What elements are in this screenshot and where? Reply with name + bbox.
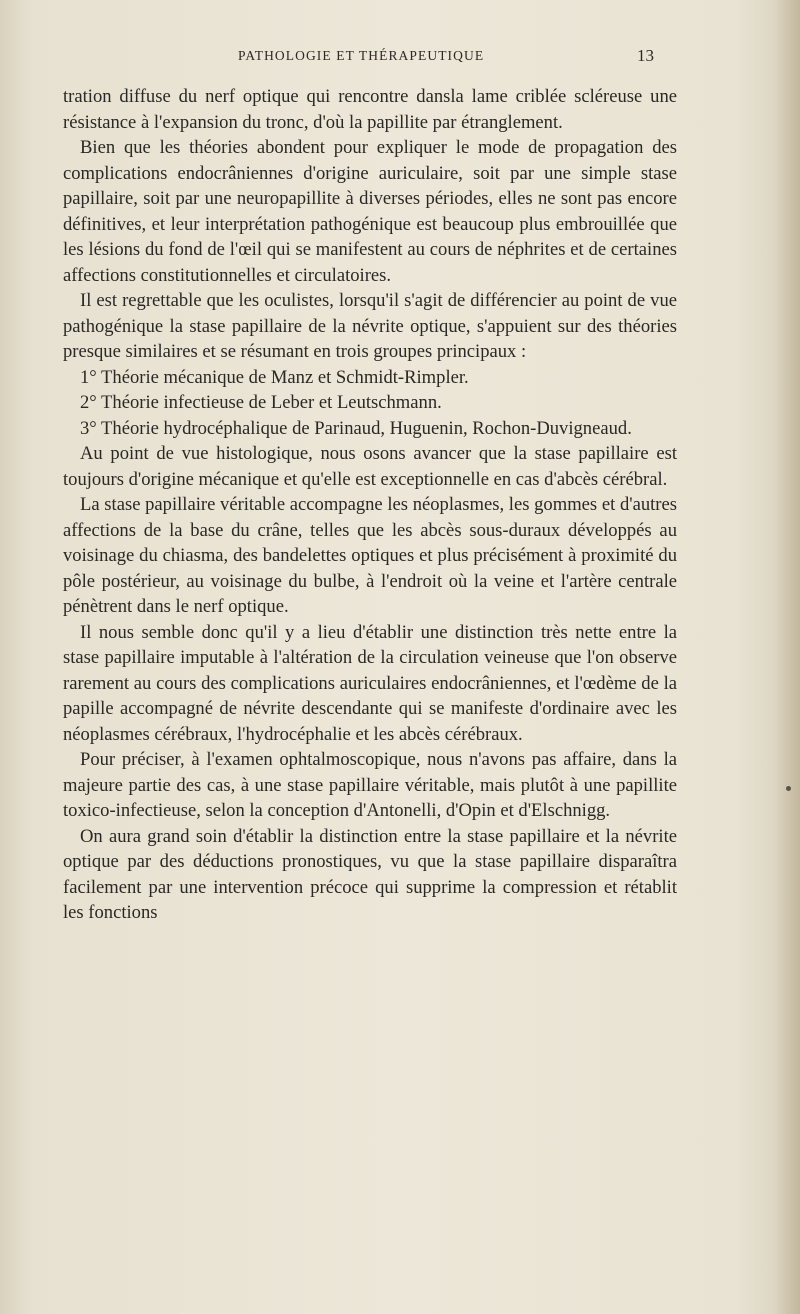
page-edge-shadow — [774, 0, 800, 1314]
ink-speck — [786, 786, 791, 791]
paragraph-distinction: Il nous semble donc qu'il y a lieu d'établir une distinction très nette entre la stase papillaire imputable à l'altération de la circulation veineuse que l'on observe rarement au cours des complications auriculaires endocrâniennes, et l'œdème de la papille accompagné de névrite descendante qui se manifeste d'ordinaire avec les néoplasmes cérébraux, l'hydrocéphalie et les abcès cérébraux. — [63, 621, 677, 745]
paragraph-continuation: tration diffuse du nerf optique qui rencontre dansla lame criblée scléreuse une résistance à l'expansion du tronc, d'où la papillite par étranglement. — [63, 86, 677, 133]
paragraph-theories: Bien que les théories abondent pour expliquer le mode de propagation des complications endocrâniennes d'origine auriculaire, soit par une simple stase papillaire, soit par une neuropapillite à diverses périodes, elles ne sont pas encore définitives, et leur interprétation pathogénique est beaucoup plus embrouillée que les lésions du fond de l'œil qui se manifestent au cours de néphrites et de certaines affections constitutionnelles et circulatoires. — [63, 137, 677, 286]
paragraph-true-stasis: La stase papillaire véritable accompagne les néoplasmes, les gommes et d'autres affections de la base du crâne, telles que les abcès sous-duraux développés au voisinage du chiasma, des bandelettes optiques et plus précisément à proximité du pôle postérieur, au voisinage du bulbe, à l'endroit où la veine et l'artère centrale pénètrent dans le nerf optique. — [63, 494, 677, 617]
list-item-theory-1: 1° Théorie mécanique de Manz et Schmidt-Rimpler. — [80, 366, 469, 388]
list-item-theory-2: 2° Théorie infectieuse de Leber et Leutschmann. — [80, 392, 442, 413]
page-header — [0, 46, 800, 70]
paragraph-histology: Au point de vue histologique, nous osons avancer que la stase papillaire est toujours d'origine mécanique et qu'elle est exceptionnelle en cas d'abcès cérébral. — [63, 443, 677, 490]
running-title: PATHOLOGIE ET THÉRAPEUTIQUE — [238, 48, 485, 63]
paragraph-oculists: Il est regrettable que les oculistes, lorsqu'il s'agit de différencier au point de vue pathogénique la stase papillaire de la névrite optique, s'appuient sur des théories presque similaires et se résumant en trois groupes principaux : — [63, 290, 677, 362]
paragraph-ophthalmoscopy: Pour préciser, à l'examen ophtalmoscopique, nous n'avons pas affaire, dans la majeure partie des cas, à une stase papillaire véritable, mais plutôt à une papillite toxico-infectieuse, selon la conception d'Antonelli, d'Opin et d'Elschnigg. — [63, 749, 677, 821]
list-item-theory-3: 3° Théorie hydrocéphalique de Parinaud, Huguenin, Rochon-Duvigneaud. — [80, 417, 632, 439]
body-text — [63, 84, 677, 926]
paragraph-prognosis: On aura grand soin d'établir la distinction entre la stase papillaire et la névrite optique par des déductions pronostiques, vu que la stase papillaire disparaîtra facilement par une intervention précoce qui supprime la compression et rétablit les fonctions — [63, 825, 677, 923]
page-number: 13 — [637, 46, 654, 65]
